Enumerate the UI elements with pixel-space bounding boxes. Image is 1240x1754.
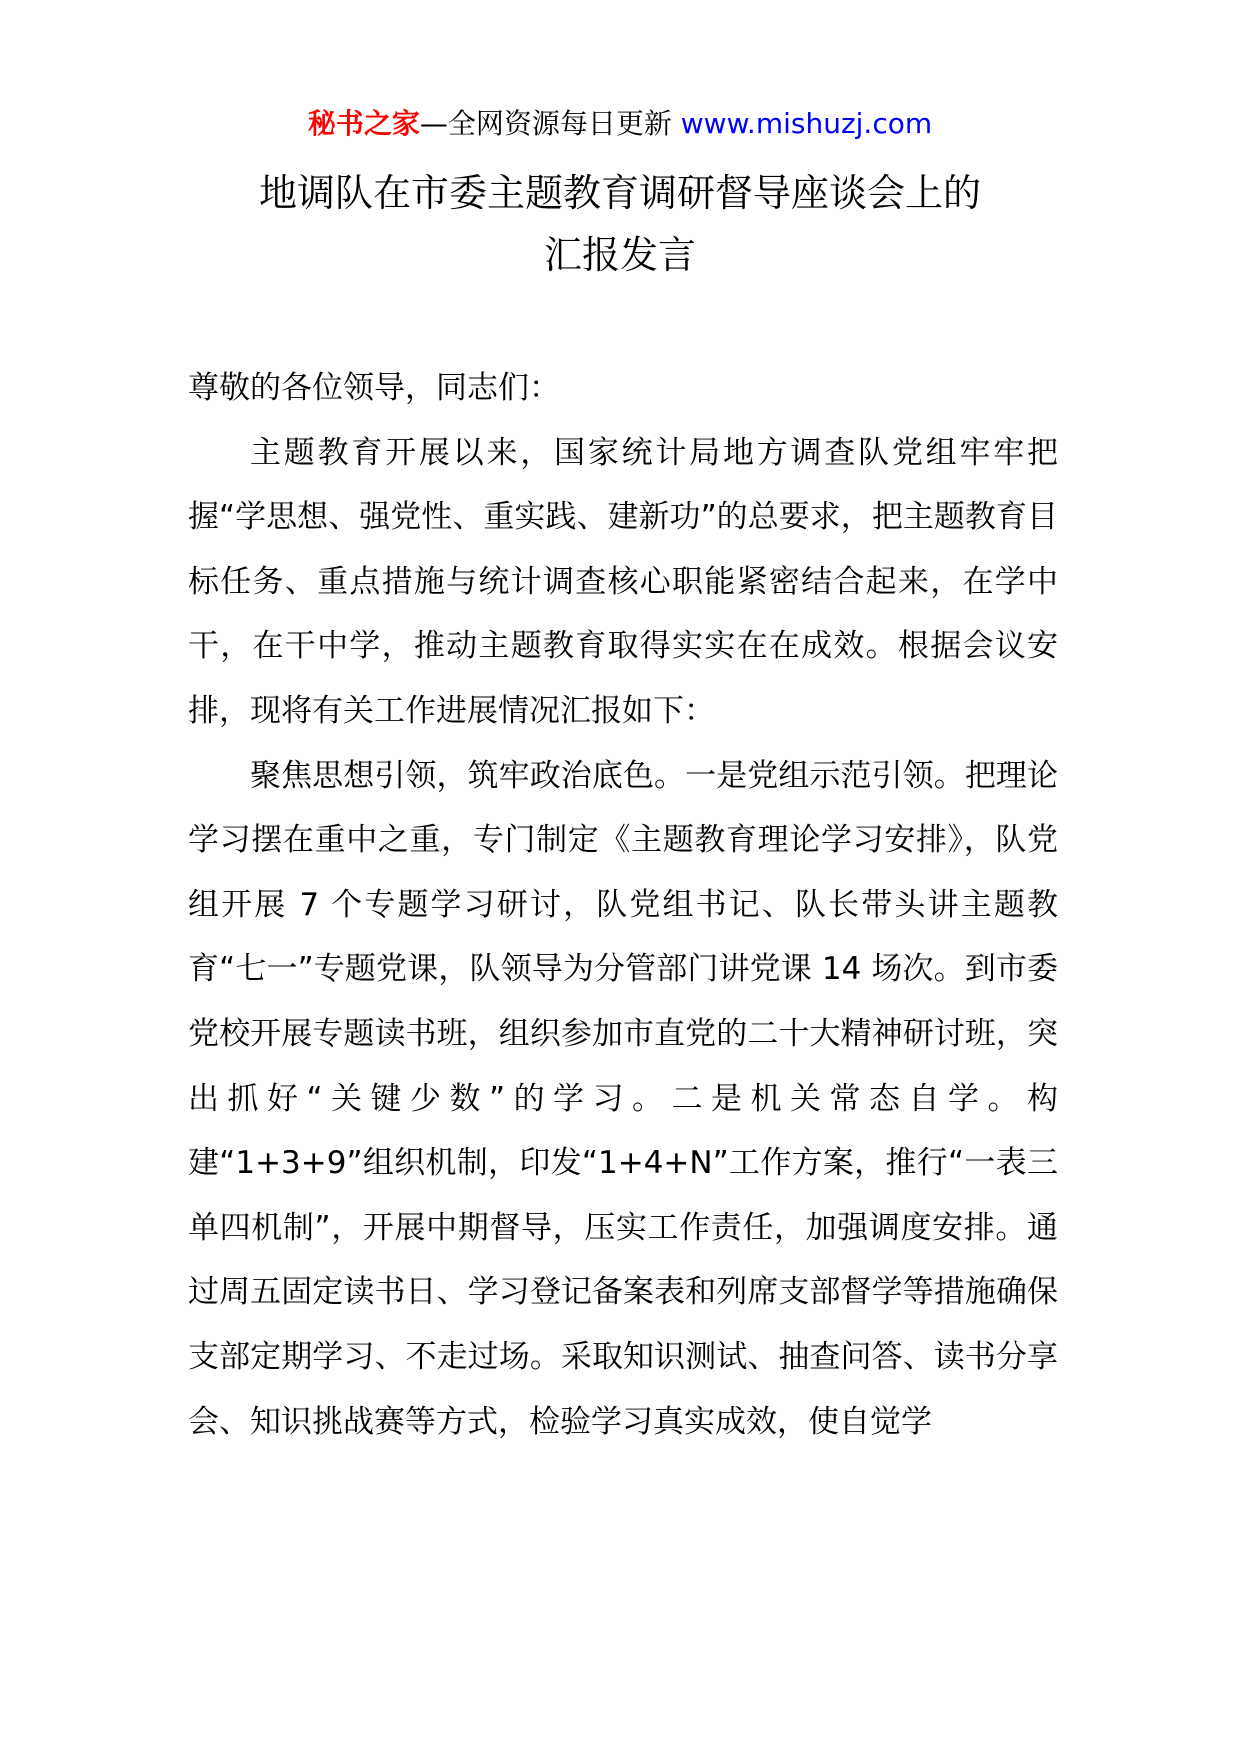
- title-line-1: 地调队在市委主题教育调研督导座谈会上的: [258, 171, 981, 215]
- brand-name: 秘书之家: [307, 107, 420, 140]
- header-tagline: —全网资源每日更新: [419, 107, 681, 140]
- paragraph-thought-leadership: 聚焦思想引领，筑牢政治底色。一是党组示范引领。把理论学习摆在重中之重，专门制定《主题教育理论学习安排》，队党组开展 7 个专题学习研讨，队党组书记、队长带头讲主题教育“七一”专题党课，队领导为分管部门讲党课 14 场次。到市委党校开展专题读书班，组织参加市直党的二十大精神研讨班，突出抓好“关键少数”的学习。二是机关常态自学。构建“1+3+9”组织机制，印发“1+4+N”工作方案，推行“一表三单四机制”，开展中期督导，压实工作责任，加强调度安排。通过周五固定读书日、学习登记备案表和列席支部督学等措施确保支部定期学习、不走过场。采取知识测试、抽查问答、读书分享会、知识挑战赛等方式，检验学习真实成效，使自觉学: [188, 757, 1058, 1440]
- document-body: [188, 356, 1058, 1454]
- document-title: [0, 162, 1240, 286]
- title-line-2: 汇报发言: [543, 233, 696, 277]
- paragraph-intro: 主题教育开展以来，国家统计局地方调查队党组牢牢把握“学思想、强党性、重实践、建新功”的总要求，把主题教育目标任务、重点措施与统计调查核心职能紧密结合起来，在学中干，在干中学，推动主题教育取得实实在在成效。根据会议安排，现将有关工作进展情况汇报如下：: [188, 434, 1058, 729]
- salutation: 尊敬的各位领导，同志们：: [188, 370, 560, 406]
- site-url-link[interactable]: www.mishuzj.com: [680, 107, 933, 140]
- header-banner: [0, 104, 1240, 144]
